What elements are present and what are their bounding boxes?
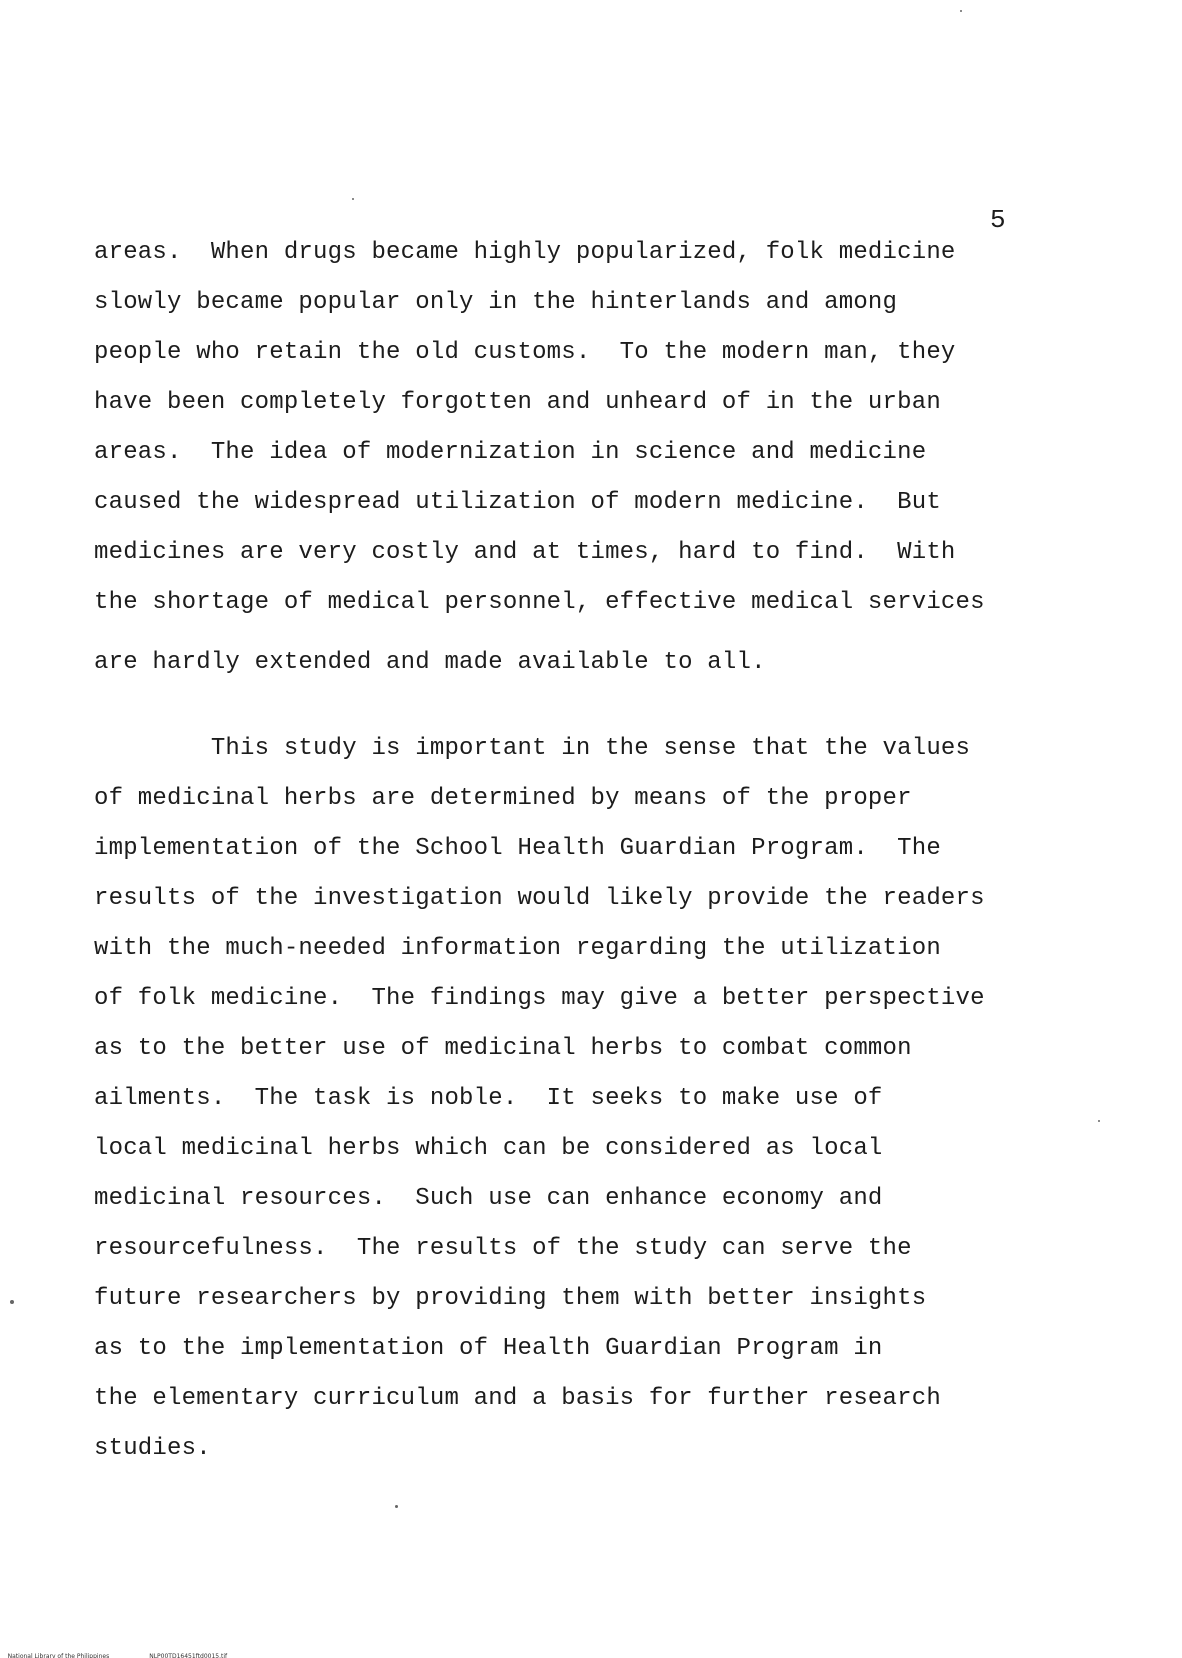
text-line: This study is important in the sense that the values xyxy=(94,735,971,762)
text-line: medicinal resources. Such use can enhance economy and xyxy=(94,1185,883,1212)
scan-footer xyxy=(0,1646,267,1658)
text-line: as to the implementation of Health Guardian Program in xyxy=(94,1335,883,1362)
scan-speck xyxy=(1098,1120,1100,1122)
text-line: have been completely forgotten and unheard of in the urban xyxy=(94,389,941,416)
text-line: the elementary curriculum and a basis for further research xyxy=(94,1385,941,1412)
text-line: future researchers by providing them with better insights xyxy=(94,1285,927,1312)
text-line: resourcefulness. The results of the study can serve the xyxy=(94,1235,912,1262)
text-line: are hardly extended and made available to all. xyxy=(94,649,766,676)
footer-file: NLP00TD16451ftd0015.tif xyxy=(149,1653,228,1658)
scan-speck xyxy=(395,1505,398,1508)
text-line: people who retain the old customs. To the modern man, they xyxy=(94,339,956,366)
text-line: the shortage of medical personnel, effective medical services xyxy=(94,589,985,616)
text-line: of folk medicine. The findings may give a better perspective xyxy=(94,985,985,1012)
text-line: as to the better use of medicinal herbs to combat common xyxy=(94,1035,912,1062)
footer-library: National Library of the Philippines xyxy=(7,1653,110,1658)
text-line: areas. When drugs became highly popularized, folk medicine xyxy=(94,239,956,266)
text-line: medicines are very costly and at times, hard to find. With xyxy=(94,539,956,566)
text-line: areas. The idea of modernization in science and medicine xyxy=(94,439,927,466)
text-line: of medicinal herbs are determined by means of the proper xyxy=(94,785,912,812)
text-line: studies. xyxy=(94,1435,211,1462)
text-line: implementation of the School Health Guardian Program. The xyxy=(94,835,941,862)
text-line: caused the widespread utilization of modern medicine. But xyxy=(94,489,941,516)
scan-speck xyxy=(352,198,354,200)
text-line: results of the investigation would likely provide the readers xyxy=(94,885,985,912)
text-line: local medicinal herbs which can be considered as local xyxy=(94,1135,883,1162)
page-number: 5 xyxy=(990,205,1006,235)
scan-speck xyxy=(10,1300,14,1304)
text-line: with the much-needed information regarding the utilization xyxy=(94,935,941,962)
scan-speck xyxy=(960,10,962,12)
text-line: ailments. The task is noble. It seeks to make use of xyxy=(94,1085,883,1112)
text-line: slowly became popular only in the hinterlands and among xyxy=(94,289,898,316)
